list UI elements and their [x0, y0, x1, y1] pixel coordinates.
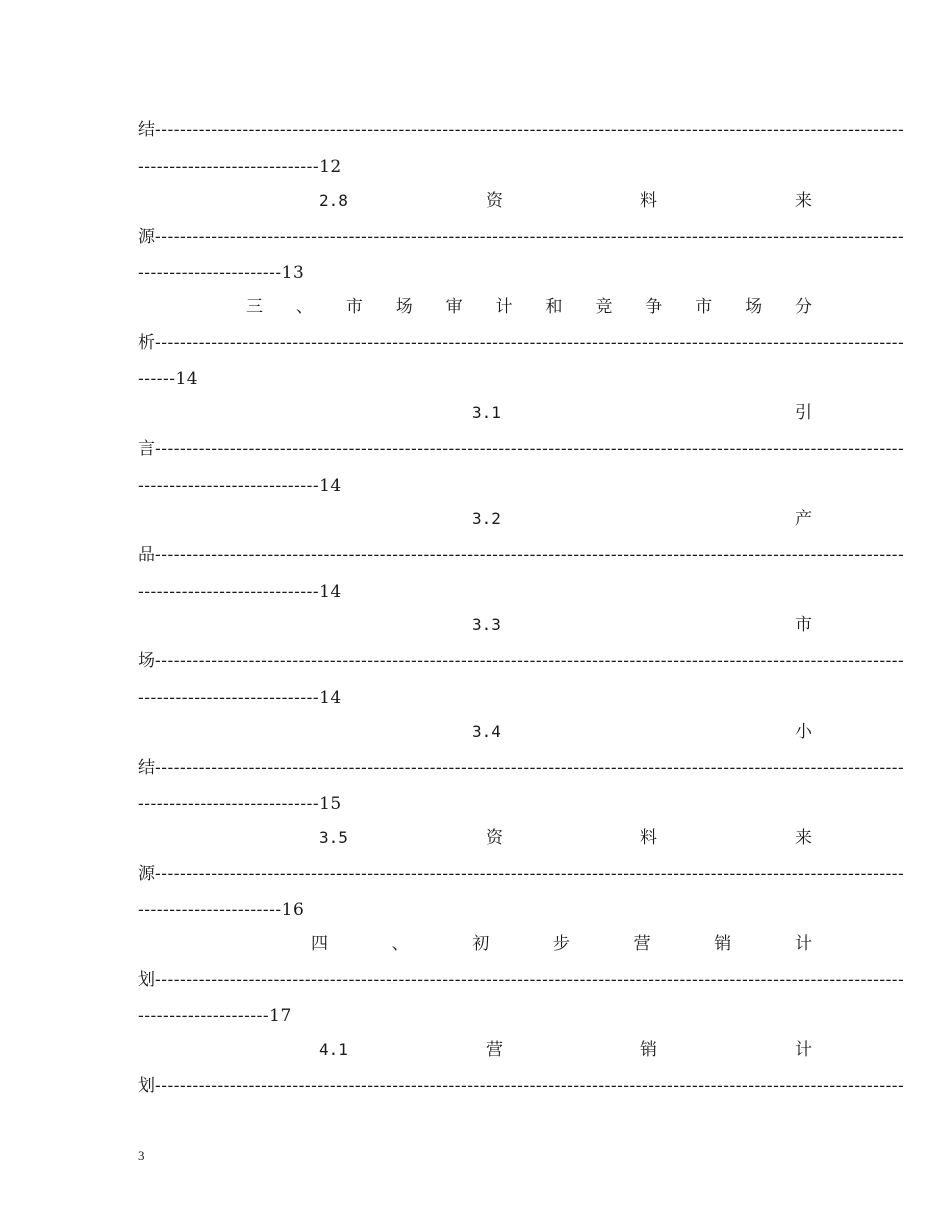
- toc-heading-line: [138, 613, 812, 637]
- toc-page-line: [138, 155, 812, 179]
- toc-entry-text: 品: [138, 545, 155, 565]
- toc-heading-line: [138, 189, 812, 213]
- dot-leader: ------: [138, 369, 176, 389]
- toc-heading-char: 资: [486, 828, 503, 848]
- toc-page-line: [138, 792, 812, 816]
- toc-page-line: [138, 367, 812, 391]
- toc-page-line: [138, 686, 812, 710]
- toc-heading-char: 销: [640, 1040, 657, 1060]
- dot-leader: ------------------------------------------------------------------------------------------------------------------------: [155, 864, 905, 884]
- dot-leader: ---------------------: [138, 1006, 270, 1026]
- dot-leader: ------------------------------------------------------------------------------------------------------------------------: [155, 545, 905, 565]
- toc-heading-char: 来: [795, 191, 812, 211]
- toc-heading-chars: [311, 932, 812, 956]
- dot-leader: ------------------------------------------------------------------------------------------------------------------------: [155, 227, 905, 247]
- toc-heading-char: 销: [714, 934, 732, 954]
- toc-heading-char: 营: [633, 934, 651, 954]
- toc-heading-char: 四: [311, 934, 328, 954]
- toc-page-number: 14: [175, 369, 199, 389]
- toc-entry-text: 源: [138, 227, 155, 247]
- toc-heading-char: 营: [486, 1040, 503, 1060]
- dot-leader: -----------------------------: [138, 582, 320, 602]
- dot-leader: ------------------------------------------------------------------------------------------------------------------------: [155, 439, 905, 459]
- toc-page-line: [138, 580, 812, 604]
- toc-heading-char: 来: [795, 828, 812, 848]
- toc-heading-char: 场: [745, 297, 763, 317]
- toc-page-number: 14: [319, 476, 342, 496]
- toc-entry-text: 划: [138, 970, 155, 990]
- toc-heading-char: 争: [645, 297, 663, 317]
- toc-leader-line: [138, 756, 905, 780]
- toc-page-line: [138, 474, 812, 498]
- toc-heading-char: 审: [445, 297, 463, 317]
- toc-heading-char: 分: [794, 297, 812, 317]
- toc-section-number: 3.2: [472, 509, 501, 528]
- toc-leader-line: [138, 225, 905, 249]
- toc-heading-char: 市: [795, 615, 812, 635]
- toc-page-number: 15: [319, 794, 342, 814]
- toc-section-number: 4.1: [319, 1040, 348, 1059]
- toc-heading-char: 初: [472, 934, 490, 954]
- toc-leader-line: [138, 331, 905, 355]
- toc-heading-char: 料: [640, 191, 657, 211]
- toc-heading-char: 料: [640, 828, 657, 848]
- toc-section-number: 3.5: [319, 828, 348, 847]
- toc-heading-char: 计: [794, 934, 812, 954]
- toc-entry-text: 结: [138, 758, 155, 778]
- toc-page-number: 13: [281, 263, 305, 283]
- toc-entry-text: 场: [138, 651, 155, 671]
- toc-entry-text: 划: [138, 1076, 155, 1096]
- dot-leader: -----------------------: [138, 900, 282, 920]
- toc-page-number: 14: [319, 582, 342, 602]
- dot-leader: -----------------------------: [138, 794, 320, 814]
- toc-entry-text: 源: [138, 864, 155, 884]
- toc-heading-char: 计: [795, 1040, 812, 1060]
- toc-heading-char: 市: [695, 297, 713, 317]
- toc-heading-char: 场: [395, 297, 413, 317]
- toc-leader-line: [138, 862, 905, 886]
- toc-leader-line: [138, 649, 905, 673]
- toc-section-number: 2.8: [319, 191, 348, 210]
- toc-heading-char: 步: [552, 934, 570, 954]
- toc-heading-line: [138, 720, 812, 744]
- toc-leader-line: [138, 118, 905, 142]
- toc-section-number: 3.3: [472, 615, 501, 634]
- toc-page-line: [138, 261, 812, 285]
- toc-entry-text: 结: [138, 120, 155, 140]
- toc-heading-line: [138, 826, 812, 850]
- toc-heading-line: [138, 1038, 812, 1062]
- dot-leader: ------------------------------------------------------------------------------------------------------------------------: [155, 1076, 905, 1096]
- toc-page-line: [138, 898, 812, 922]
- toc-entry-text: 析: [138, 333, 155, 353]
- toc-page-number: 12: [319, 157, 342, 177]
- toc-heading-chars: [246, 295, 812, 319]
- toc-leader-line: [138, 543, 905, 567]
- toc-heading-line: [138, 507, 812, 531]
- dot-leader: ------------------------------------------------------------------------------------------------------------------------: [155, 333, 905, 353]
- dot-leader: -----------------------------: [138, 476, 320, 496]
- toc-page-number: 17: [269, 1006, 292, 1026]
- page-number: 3: [138, 1148, 145, 1163]
- dot-leader: ------------------------------------------------------------------------------------------------------------------------: [155, 651, 905, 671]
- toc-heading-line: [246, 295, 812, 319]
- toc-heading-char: 计: [495, 297, 513, 317]
- toc-heading-line: [311, 932, 812, 956]
- dot-leader: -----------------------------: [138, 688, 320, 708]
- toc-leader-line: [138, 968, 905, 992]
- dot-leader: ------------------------------------------------------------------------------------------------------------------------: [155, 120, 905, 140]
- toc-heading-char: 产: [795, 509, 812, 529]
- toc-heading-char: 三: [246, 297, 263, 317]
- toc-section-number: 3.1: [472, 403, 501, 422]
- toc-heading-char: 、: [295, 297, 313, 317]
- dot-leader: ------------------------------------------------------------------------------------------------------------------------: [155, 970, 905, 990]
- toc-leader-line: [138, 1074, 905, 1098]
- toc-heading-line: [138, 401, 812, 425]
- dot-leader: ------------------------------------------------------------------------------------------------------------------------: [155, 758, 905, 778]
- toc-page-number: 16: [281, 900, 305, 920]
- toc-heading-char: 引: [795, 403, 812, 423]
- toc-heading-char: 和: [545, 297, 563, 317]
- toc-leader-line: [138, 437, 905, 461]
- dot-leader: -----------------------------: [138, 157, 320, 177]
- toc-heading-char: 小: [795, 722, 812, 742]
- dot-leader: -----------------------: [138, 263, 282, 283]
- toc-entry-text: 言: [138, 439, 155, 459]
- toc-section-number: 3.4: [472, 722, 501, 741]
- toc-page-line: [138, 1004, 812, 1028]
- toc-heading-char: 市: [345, 297, 363, 317]
- toc-heading-char: 竞: [595, 297, 613, 317]
- toc-heading-char: 资: [486, 191, 503, 211]
- toc-heading-char: 、: [391, 934, 409, 954]
- toc-page-number: 14: [319, 688, 342, 708]
